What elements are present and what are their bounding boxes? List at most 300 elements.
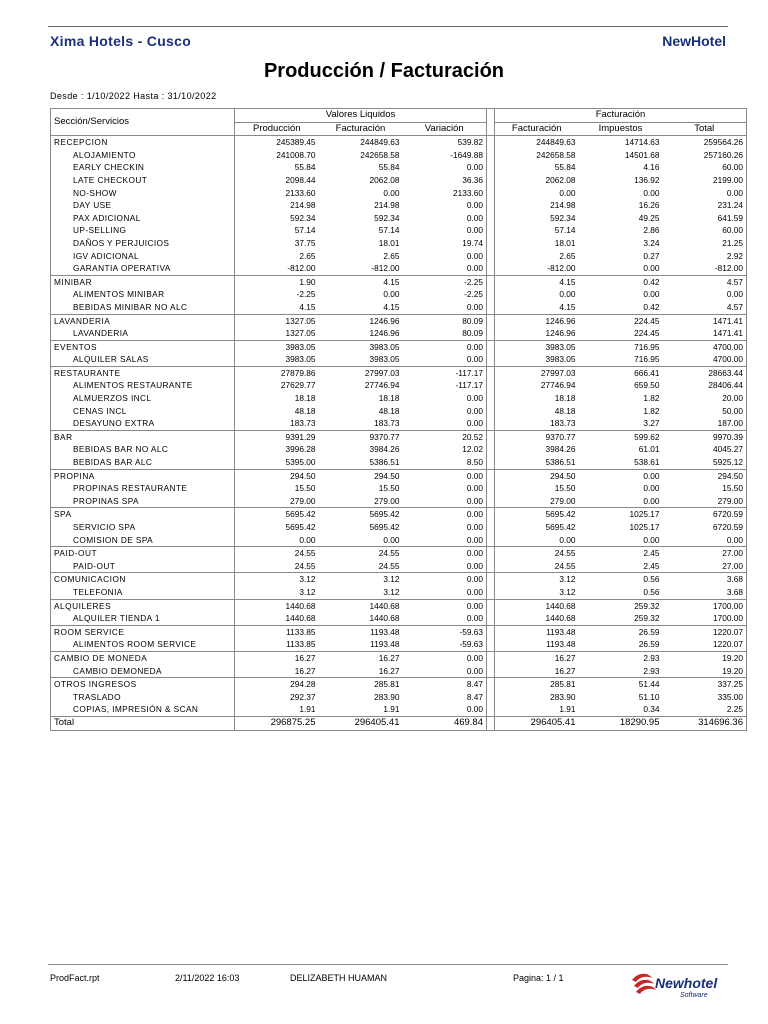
cell-value: 18.18 [378, 393, 400, 404]
service-row [51, 353, 747, 366]
cell-value: -2.25 [235, 288, 319, 301]
service-row [51, 521, 747, 534]
service-row [51, 149, 747, 162]
cell-value: 666.41 [579, 366, 663, 379]
cell-value: 21.25 [663, 237, 747, 250]
service-label: BEBIDAS MINIBAR NO ALC [51, 301, 235, 314]
cell-value: 0.00 [403, 521, 487, 534]
cell-value: 28406.44 [663, 379, 747, 392]
cell-value: 16.27 [235, 651, 319, 664]
cell-value: 1025.17 [579, 508, 663, 521]
cell-value: 0.00 [495, 534, 579, 547]
cell-value: 283.90 [374, 691, 400, 702]
cell-value: 2199.00 [663, 174, 747, 187]
cell-value: 50.00 [663, 405, 747, 418]
cell-value: 3.12 [383, 586, 400, 597]
cell-value: 37.75 [235, 237, 319, 250]
total-value: 296405.41 [495, 716, 579, 730]
cell-value: 294.50 [235, 469, 319, 482]
cell-value: 283.90 [495, 691, 579, 704]
cell-value: 57.14 [378, 225, 400, 236]
cell-value: 0.00 [403, 405, 487, 418]
service-label: COPIAS, IMPRESIÓN & SCAN [51, 703, 235, 716]
cell-value: 20.52 [403, 430, 487, 443]
cell-value: 259.32 [579, 599, 663, 612]
cell-value: 26.59 [579, 625, 663, 638]
service-row [51, 534, 747, 547]
cell-value: -812.00 [495, 262, 579, 275]
service-row [51, 237, 747, 250]
section-label: CAMBIO DE MONEDA [51, 651, 235, 664]
cell-value: 0.00 [663, 534, 747, 547]
service-label: CENAS INCL [51, 405, 235, 418]
cell-value: 9370.77 [495, 430, 579, 443]
cell-value: 1327.05 [235, 314, 319, 327]
cell-value: 0.00 [383, 187, 400, 198]
cell-value: 1.91 [495, 703, 579, 716]
section-row [51, 366, 747, 379]
cell-value: 0.00 [643, 483, 660, 494]
cell-value: 2.93 [643, 665, 660, 676]
section-row [51, 678, 747, 691]
cell-value: 716.95 [579, 340, 663, 353]
cell-value: 6720.59 [663, 508, 747, 521]
cell-value: 1133.85 [235, 625, 319, 638]
service-row [51, 288, 747, 301]
service-row [51, 586, 747, 599]
cell-value: 14501.68 [624, 149, 660, 160]
cell-value: 4700.00 [663, 353, 747, 366]
cell-value: 0.00 [403, 508, 487, 521]
cell-value: 4.15 [319, 275, 403, 288]
cell-value: 1220.07 [663, 638, 747, 651]
cell-value: 3.12 [319, 573, 403, 586]
cell-value: 5695.42 [495, 521, 579, 534]
service-row [51, 224, 747, 237]
cell-value: 1193.48 [319, 625, 403, 638]
section-label: ROOM SERVICE [51, 625, 235, 638]
cell-value: 16.26 [638, 200, 660, 211]
cell-value: 3.12 [495, 573, 579, 586]
cell-value: 24.55 [378, 560, 400, 571]
cell-value: 4.57 [663, 301, 747, 314]
cell-value: 5695.42 [495, 508, 579, 521]
section-row [51, 469, 747, 482]
section-label: OTROS INGRESOS [51, 678, 235, 691]
cell-value: 0.00 [403, 340, 487, 353]
service-label: LATE CHECKOUT [51, 174, 235, 187]
cell-value: 27746.94 [364, 380, 400, 391]
cell-value: -2.25 [403, 275, 487, 288]
cell-value: 5695.42 [235, 521, 319, 534]
cell-value: 19.74 [403, 237, 487, 250]
cell-value: 3.68 [663, 586, 747, 599]
cell-value: -812.00 [371, 263, 400, 274]
footer-file: ProdFact.rpt [50, 973, 100, 983]
total-value: 18290.95 [579, 716, 663, 730]
cell-value: 0.00 [235, 534, 319, 547]
cell-value: 539.82 [403, 136, 487, 149]
cell-value: 3.12 [235, 586, 319, 599]
cell-value: 2133.60 [235, 187, 319, 200]
cell-value: 1193.48 [495, 625, 579, 638]
cell-value: 5695.42 [319, 508, 403, 521]
service-label: ALIMENTOS MINIBAR [51, 288, 235, 301]
cell-value: 1193.48 [495, 638, 579, 651]
cell-value: 49.25 [638, 212, 660, 223]
service-row [51, 665, 747, 678]
cell-value: 1440.68 [235, 599, 319, 612]
cell-value: 6720.59 [663, 521, 747, 534]
cell-value: 1471.41 [663, 314, 747, 327]
section-label: ALQUILERES [51, 599, 235, 612]
cell-value: 2133.60 [403, 187, 487, 200]
cell-value: 136.92 [634, 174, 660, 185]
cell-value: 3983.05 [495, 340, 579, 353]
cell-value: 18.18 [495, 392, 579, 405]
logo-wordmark: Newhotel [655, 975, 718, 991]
service-row [51, 250, 747, 263]
section-row [51, 136, 747, 149]
cell-value: 5695.42 [235, 508, 319, 521]
cell-value: 15.50 [495, 482, 579, 495]
cell-value: 24.55 [495, 560, 579, 573]
cell-value: 27.00 [663, 560, 747, 573]
cell-value: 3.27 [643, 418, 660, 429]
footer-page: Pagina: 1 / 1 [513, 973, 564, 983]
cell-value: 4.16 [643, 162, 660, 173]
section-label: BAR [51, 430, 235, 443]
cell-value: 0.00 [663, 288, 747, 301]
section-label: SPA [51, 508, 235, 521]
cell-value: 1440.68 [235, 612, 319, 625]
service-label: ALIMENTOS RESTAURANTE [51, 379, 235, 392]
section-row [51, 599, 747, 612]
cell-value: 2.86 [643, 225, 660, 236]
section-row [51, 275, 747, 288]
service-row [51, 405, 747, 418]
cell-value: 4.15 [383, 301, 400, 312]
service-label: PROPINAS RESTAURANTE [51, 482, 235, 495]
cell-value: 57.14 [495, 224, 579, 237]
service-label: DESAYUNO EXTRA [51, 417, 235, 430]
service-row [51, 187, 747, 200]
service-label: COMISION DE SPA [51, 534, 235, 547]
cell-value: 0.00 [403, 586, 487, 599]
cell-value: 292.37 [235, 691, 319, 704]
section-label: EVENTOS [51, 340, 235, 353]
cell-value: 1440.68 [495, 599, 579, 612]
cell-value: 4045.27 [663, 443, 747, 456]
cell-value: 55.84 [378, 162, 400, 173]
cell-value: 27997.03 [495, 366, 579, 379]
cell-value: 4700.00 [663, 340, 747, 353]
cell-value: 1700.00 [663, 599, 747, 612]
total-row [51, 716, 747, 730]
section-row [51, 573, 747, 586]
cell-value: 183.73 [235, 417, 319, 430]
col-header-variacion: Variación [403, 122, 487, 136]
cell-value: 2.92 [663, 250, 747, 263]
service-row [51, 301, 747, 314]
cell-value: 187.00 [663, 417, 747, 430]
top-rule [48, 26, 728, 27]
cell-value: 0.34 [643, 704, 660, 715]
service-label: NO-SHOW [51, 187, 235, 200]
cell-value: 3983.05 [319, 340, 403, 353]
section-label: COMUNICACION [51, 573, 235, 586]
cell-value: 2062.08 [495, 174, 579, 187]
cell-value: 3983.05 [495, 353, 579, 366]
cell-value: 24.55 [235, 547, 319, 560]
cell-value: 9391.29 [235, 430, 319, 443]
cell-value: 9970.39 [663, 430, 747, 443]
footer-user: DELIZABETH HUAMAN [290, 973, 388, 983]
service-label: DAÑOS Y PERJUICIOS [51, 237, 235, 250]
cell-value: 244849.63 [319, 136, 403, 149]
cell-value: 2.93 [579, 651, 663, 664]
cell-value: 242658.58 [360, 149, 400, 160]
service-row [51, 638, 747, 651]
cell-value: 599.62 [579, 430, 663, 443]
cell-value: 8.50 [403, 456, 487, 469]
col-header-facturacion-2: Facturación [495, 122, 579, 136]
cell-value: 0.00 [383, 534, 400, 545]
cell-value: 15.50 [235, 482, 319, 495]
col-header-facturacion: Facturación [319, 122, 403, 136]
service-row [51, 560, 747, 573]
cell-value: 0.56 [579, 573, 663, 586]
cell-value: 16.27 [495, 651, 579, 664]
cell-value: 337.25 [663, 678, 747, 691]
cell-value: 3.12 [235, 573, 319, 586]
cell-value: 183.73 [495, 417, 579, 430]
cell-value: 335.00 [663, 691, 747, 704]
cell-value: 2.45 [643, 560, 660, 571]
section-row [51, 340, 747, 353]
cell-value: 279.00 [663, 495, 747, 508]
cell-value: 294.28 [235, 678, 319, 691]
cell-value: 18.18 [235, 392, 319, 405]
cell-value: 3996.28 [235, 443, 319, 456]
col-header-total: Total [663, 122, 747, 136]
report-period: Desde : 1/10/2022 Hasta : 31/10/2022 [50, 91, 217, 101]
service-row [51, 262, 747, 275]
service-row [51, 456, 747, 469]
cell-value: 27746.94 [495, 379, 579, 392]
cell-value: 1133.85 [235, 638, 319, 651]
cell-value: 15.50 [663, 482, 747, 495]
cell-value: 1025.17 [629, 522, 660, 532]
cell-value: 214.98 [495, 199, 579, 212]
cell-value: 0.00 [403, 534, 487, 547]
cell-value: 259.32 [634, 613, 660, 624]
cell-value: 55.84 [495, 161, 579, 174]
cell-value: 245389.45 [235, 136, 319, 149]
cell-value: 0.00 [403, 469, 487, 482]
cell-value: 4.57 [663, 275, 747, 288]
cell-value: 1.91 [383, 704, 400, 715]
cell-value: 1246.96 [495, 314, 579, 327]
company-name: Xima Hotels - Cusco [50, 33, 192, 49]
cell-value: 1246.96 [369, 328, 400, 339]
cell-value: -812.00 [663, 262, 747, 275]
service-label: TRASLADO [51, 691, 235, 704]
cell-value: 0.00 [403, 495, 487, 508]
cell-value: 3.12 [495, 586, 579, 599]
cell-value: 24.55 [319, 547, 403, 560]
cell-value: 0.00 [643, 289, 660, 300]
cell-value: 294.50 [663, 469, 747, 482]
cell-value: -59.63 [403, 638, 487, 651]
cell-value: 3984.26 [369, 444, 400, 455]
cell-value: 16.27 [378, 665, 400, 676]
service-label: ALQUILER TIENDA 1 [51, 612, 235, 625]
col-header-produccion: Producción [235, 122, 319, 136]
logo-tagline: Software [680, 992, 708, 999]
cell-value: 0.00 [403, 199, 487, 212]
cell-value: 27997.03 [319, 366, 403, 379]
cell-value: 279.00 [374, 495, 400, 506]
cell-value: 3983.05 [369, 354, 400, 365]
cell-value: 0.56 [643, 586, 660, 597]
cell-value: 1440.68 [495, 612, 579, 625]
cell-value: 1246.96 [319, 314, 403, 327]
cell-value: 36.36 [403, 174, 487, 187]
cell-value: 24.55 [235, 560, 319, 573]
product-name: NewHotel [662, 33, 726, 49]
cell-value: 19.20 [663, 651, 747, 664]
cell-value: 659.50 [634, 380, 660, 391]
cell-value: 279.00 [495, 495, 579, 508]
col-header-section: Sección/Servicios [51, 109, 235, 136]
service-row [51, 212, 747, 225]
col-group-valores-liquidos: Valores Liquidos [235, 109, 487, 123]
cell-value: 2.65 [383, 250, 400, 261]
cell-value: 224.45 [634, 328, 660, 339]
cell-value: 1.82 [643, 393, 660, 404]
cell-value: 3.68 [663, 573, 747, 586]
cell-value: 592.34 [374, 212, 400, 223]
service-label: ALIMENTOS ROOM SERVICE [51, 638, 235, 651]
cell-value: 241008.70 [235, 149, 319, 162]
service-row [51, 327, 747, 340]
service-label: ALMUERZOS INCL [51, 392, 235, 405]
cell-value: 214.98 [374, 200, 400, 211]
cell-value: 1440.68 [369, 613, 400, 624]
cell-value: 4.15 [495, 301, 579, 314]
cell-value: 0.00 [403, 612, 487, 625]
cell-value: 0.00 [495, 288, 579, 301]
section-label: RECEPCION [51, 136, 235, 149]
cell-value: 0.00 [403, 417, 487, 430]
cell-value: 61.01 [638, 444, 660, 455]
cell-value: 9370.77 [319, 430, 403, 443]
cell-value: 0.00 [403, 665, 487, 678]
cell-value: 2098.44 [235, 174, 319, 187]
service-label: EARLY CHECKIN [51, 161, 235, 174]
cell-value: 57.14 [235, 224, 319, 237]
cell-value: 0.00 [403, 161, 487, 174]
cell-value: 0.00 [403, 262, 487, 275]
cell-value: 51.44 [579, 678, 663, 691]
section-row [51, 430, 747, 443]
section-label: MINIBAR [51, 275, 235, 288]
col-header-impuestos: Impuestos [579, 122, 663, 136]
cell-value: 1220.07 [663, 625, 747, 638]
cell-value: 0.00 [403, 703, 487, 716]
total-label: Total [51, 716, 235, 730]
cell-value: 0.27 [643, 250, 660, 261]
cell-value: 8.47 [403, 691, 487, 704]
cell-value: 2.25 [663, 703, 747, 716]
cell-value: 592.34 [495, 212, 579, 225]
cell-value: 716.95 [634, 354, 660, 365]
cell-value: 1193.48 [370, 639, 400, 650]
cell-value: 16.27 [319, 651, 403, 664]
service-label: DAY USE [51, 199, 235, 212]
service-row [51, 482, 747, 495]
service-label: LAVANDERIA [51, 327, 235, 340]
cell-value: 5386.51 [495, 456, 579, 469]
cell-value: 16.27 [235, 665, 319, 678]
cell-value: 641.59 [663, 212, 747, 225]
cell-value: 285.81 [319, 678, 403, 691]
section-row [51, 508, 747, 521]
cell-value: 26.59 [638, 639, 660, 650]
cell-value: 19.20 [663, 665, 747, 678]
cell-value: 0.00 [403, 560, 487, 573]
service-label: PAID-OUT [51, 560, 235, 573]
cell-value: 60.00 [663, 224, 747, 237]
cell-value: 16.27 [495, 665, 579, 678]
cell-value: 0.00 [403, 482, 487, 495]
cell-value: 0.00 [643, 495, 660, 506]
cell-value: 0.00 [403, 651, 487, 664]
cell-value: 1.90 [235, 275, 319, 288]
cell-value: 24.55 [495, 547, 579, 560]
cell-value: 0.00 [403, 353, 487, 366]
service-row [51, 392, 747, 405]
cell-value: 0.42 [579, 275, 663, 288]
cell-value: 0.00 [383, 289, 400, 300]
total-value: 296405.41 [319, 716, 403, 730]
cell-value: 80.09 [403, 314, 487, 327]
cell-value: 18.01 [378, 237, 400, 248]
cell-value: 48.18 [495, 405, 579, 418]
cell-value: 3983.05 [235, 353, 319, 366]
cell-value: -59.63 [403, 625, 487, 638]
cell-value: 1.91 [235, 703, 319, 716]
service-row [51, 703, 747, 716]
cell-value: 0.00 [403, 212, 487, 225]
service-label: ALOJAMIENTO [51, 149, 235, 162]
service-row [51, 495, 747, 508]
service-label: SERVICIO SPA [51, 521, 235, 534]
cell-value: 5925.12 [663, 456, 747, 469]
cell-value: 5695.42 [369, 522, 400, 532]
cell-value: 0.00 [579, 469, 663, 482]
section-label: LAVANDERIA [51, 314, 235, 327]
cell-value: 2.45 [579, 547, 663, 560]
section-label: PAID-OUT [51, 547, 235, 560]
service-label: CAMBIO DEMONEDA [51, 665, 235, 678]
cell-value: 1471.41 [663, 327, 747, 340]
cell-value: -1649.88 [403, 149, 487, 162]
cell-value: 1.82 [643, 405, 660, 416]
service-label: UP-SELLING [51, 224, 235, 237]
service-label: PAX ADICIONAL [51, 212, 235, 225]
